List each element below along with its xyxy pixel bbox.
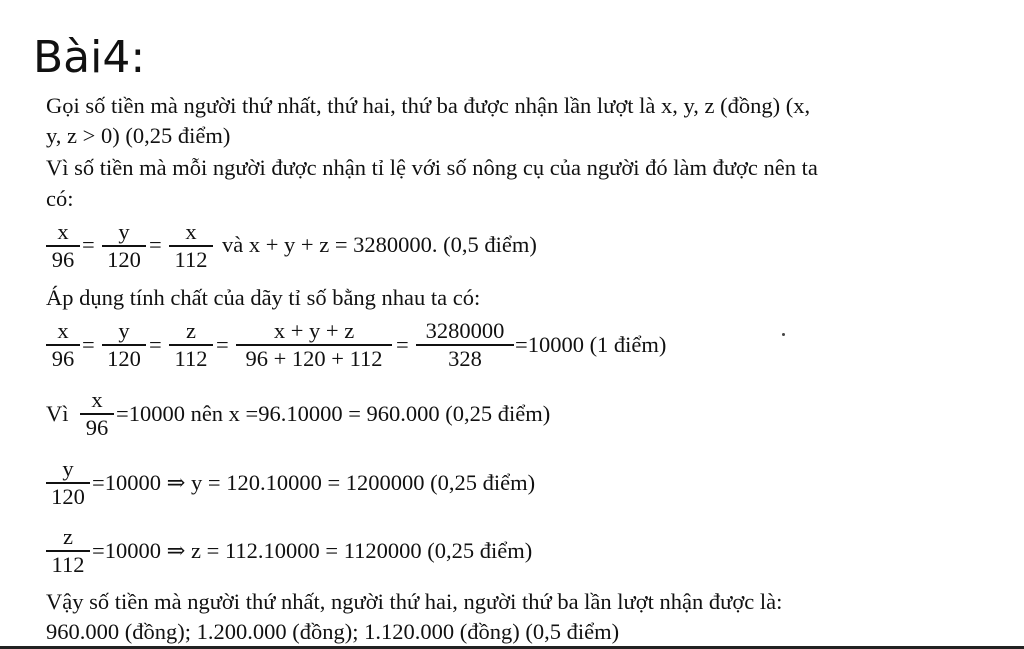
equation-tail: và x + y + z = 3280000. (0,5 điểm) <box>222 232 537 257</box>
denominator: 96 <box>51 246 75 272</box>
equals-sign: = <box>82 332 95 357</box>
numerator: z <box>63 524 73 549</box>
fraction <box>46 524 90 578</box>
equals-sign: = <box>216 332 229 357</box>
fraction-sum <box>236 318 392 372</box>
fraction-total <box>416 318 514 372</box>
numerator: x <box>91 387 103 412</box>
fraction <box>80 387 114 441</box>
equation-tail: =10000 (1 điểm) <box>515 332 667 357</box>
stray-dot <box>782 333 785 336</box>
fraction <box>46 318 80 372</box>
lead-word: Vì <box>46 401 69 426</box>
fraction <box>46 456 90 510</box>
numerator: x + y + z <box>273 318 355 343</box>
denominator: 120 <box>107 345 141 371</box>
exercise-title: Bài4: <box>33 32 146 83</box>
equation-tail: =10000 ⇒ z = 112.10000 = 1120000 (0,25 điểm) <box>92 538 533 563</box>
equation-tail: =10000 ⇒ y = 120.10000 = 1200000 (0,25 điểm) <box>92 470 536 495</box>
numerator: x <box>185 219 197 244</box>
denominator: 96 <box>85 414 109 440</box>
denominator: 96 + 120 + 112 <box>245 345 383 371</box>
fraction <box>102 318 146 372</box>
denominator: 120 <box>107 246 141 272</box>
fraction <box>102 219 146 273</box>
equals-sign: = <box>396 332 409 357</box>
numerator: z <box>186 318 196 343</box>
denominator: 112 <box>174 345 208 371</box>
numerator: y <box>118 219 130 244</box>
reason-line-2: có: <box>46 186 74 211</box>
numerator: x <box>57 219 69 244</box>
equals-sign: = <box>82 232 95 257</box>
reason-line-1: Vì số tiền mà mỗi người được nhận tỉ lệ với số nông cụ của người đó làm được nên ta <box>46 155 818 180</box>
denominator: 112 <box>174 246 208 272</box>
apply-property-line: Áp dụng tính chất của dãy tỉ số bằng nhau ta có: <box>46 285 481 310</box>
fraction <box>169 318 213 372</box>
denominator: 112 <box>51 551 85 577</box>
conclusion-line-1: Vậy số tiền mà người thứ nhất, người thứ hai, người thứ ba lần lượt nhận được là: <box>46 589 783 614</box>
denominator: 120 <box>51 483 85 509</box>
equation-tail: =10000 nên x =96.10000 = 960.000 (0,25 điểm) <box>116 401 551 426</box>
equals-sign: = <box>149 232 162 257</box>
equals-sign: = <box>149 332 162 357</box>
fraction <box>169 219 213 273</box>
fraction <box>46 219 80 273</box>
numerator: x <box>57 318 69 343</box>
numerator: 3280000 <box>425 318 505 343</box>
conclusion-line-2: 960.000 (đồng); 1.200.000 (đồng); 1.120.000 (đồng) (0,5 điểm) <box>46 619 620 644</box>
numerator: y <box>62 456 74 481</box>
intro-line-2: y, z > 0) (0,25 điểm) <box>46 123 231 148</box>
denominator: 96 <box>51 345 75 371</box>
intro-line-1: Gọi số tiền mà người thứ nhất, thứ hai, thứ ba được nhận lần lượt là x, y, z (đồng) (x, <box>46 93 811 118</box>
numerator: y <box>118 318 130 343</box>
denominator: 328 <box>448 345 482 371</box>
